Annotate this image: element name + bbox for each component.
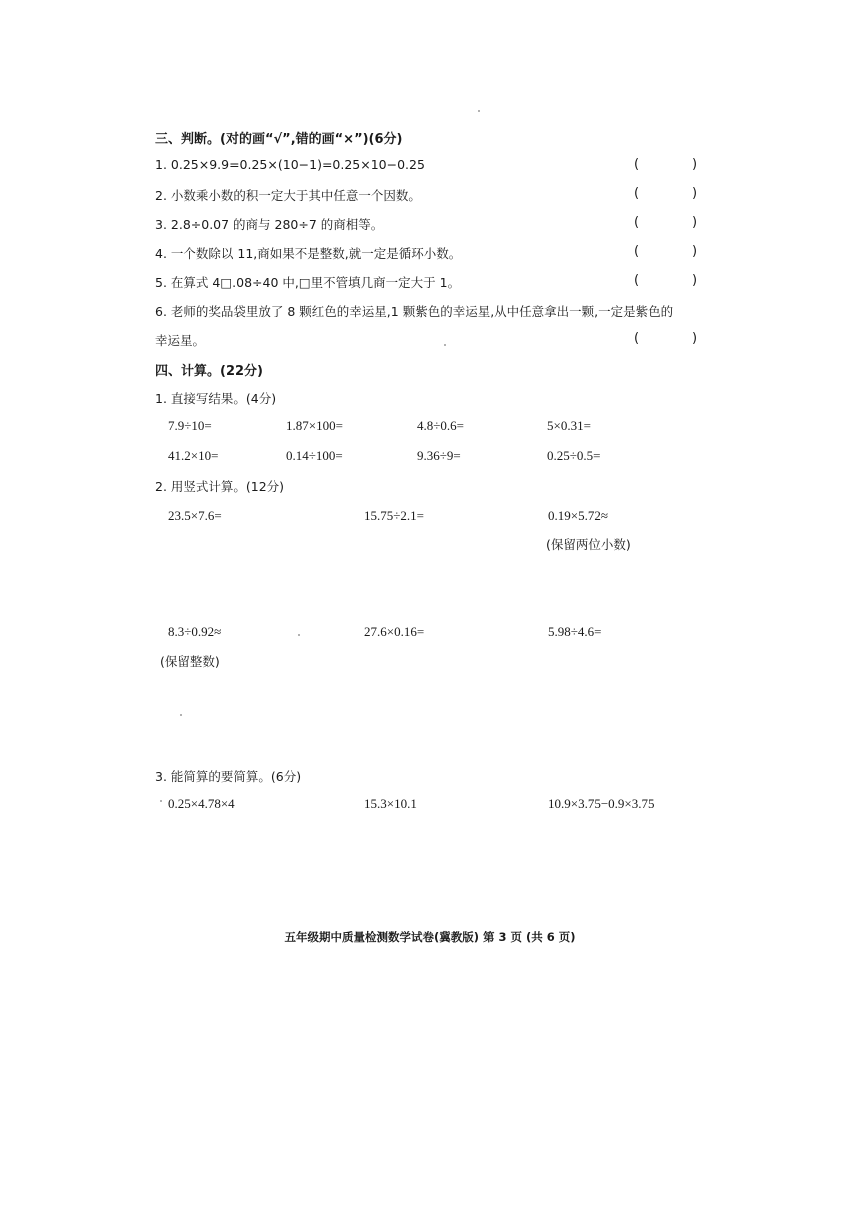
answer-paren-close-6: ) — [692, 331, 698, 346]
simplify-calc-3: 10.9×3.75−0.9×3.75 — [548, 796, 655, 811]
answer-paren-open-2: ( — [634, 186, 640, 201]
simplify-calc-2: 15.3×10.1 — [364, 796, 417, 811]
section4-heading: 四、计算。(22分) — [155, 364, 263, 379]
oral-calc-6: 0.14÷100= — [286, 448, 343, 463]
judge-item-2: 2. 小数乘小数的积一定大于其中任意一个因数。 — [155, 188, 421, 203]
answer-paren-close-5: ) — [692, 273, 698, 288]
part1-title: 1. 直接写结果。(4分) — [155, 391, 277, 406]
vertical-calc-6: 5.98÷4.6= — [548, 624, 602, 639]
scan-speck — [478, 110, 480, 112]
oral-calc-3: 4.8÷0.6= — [417, 418, 464, 433]
oral-calc-1: 7.9÷10= — [168, 418, 212, 433]
judge-item-6-continuation: 幸运星。 — [155, 333, 206, 348]
vertical-calc-4: 8.3÷0.92≈ — [168, 624, 222, 639]
scan-speck — [160, 800, 162, 802]
oral-calc-5: 41.2×10= — [168, 448, 219, 463]
answer-paren-close-2: ) — [692, 186, 698, 201]
oral-calc-4: 5×0.31= — [547, 418, 591, 433]
answer-paren-open-1: ( — [634, 157, 640, 172]
oral-calc-2: 1.87×100= — [286, 418, 343, 433]
scan-speck — [180, 714, 182, 716]
vertical-calc-1: 23.5×7.6= — [168, 508, 222, 523]
scan-speck — [444, 344, 446, 346]
vertical-calc-4-note: (保留整数) — [160, 654, 220, 669]
answer-paren-open-4: ( — [634, 244, 640, 259]
vertical-calc-3-note: (保留两位小数) — [546, 537, 631, 552]
page-footer: 五年级期中质量检测数学试卷(冀教版) 第 3 页 (共 6 页) — [284, 930, 576, 944]
answer-paren-close-1: ) — [692, 157, 698, 172]
answer-paren-close-3: ) — [692, 215, 698, 230]
judge-item-6: 6. 老师的奖品袋里放了 8 颗红色的幸运星,1 颗紫色的幸运星,从中任意拿出一颗,一定是紫色的 — [155, 304, 674, 319]
answer-paren-open-3: ( — [634, 215, 640, 230]
answer-paren-open-5: ( — [634, 273, 640, 288]
section3-heading: 三、判断。(对的画“√”,错的画“×”)(6分) — [155, 132, 403, 147]
vertical-calc-3: 0.19×5.72≈ — [548, 508, 608, 523]
answer-paren-close-4: ) — [692, 244, 698, 259]
scan-speck — [298, 634, 300, 636]
part3-title: 3. 能简算的要简算。(6分) — [155, 769, 302, 784]
oral-calc-7: 9.36÷9= — [417, 448, 461, 463]
part2-title: 2. 用竖式计算。(12分) — [155, 479, 285, 494]
oral-calc-8: 0.25÷0.5= — [547, 448, 601, 463]
vertical-calc-5: 27.6×0.16= — [364, 624, 425, 639]
answer-paren-open-6: ( — [634, 331, 640, 346]
simplify-calc-1: 0.25×4.78×4 — [168, 796, 235, 811]
vertical-calc-2: 15.75÷2.1= — [364, 508, 424, 523]
judge-item-3: 3. 2.8÷0.07 的商与 280÷7 的商相等。 — [155, 217, 384, 232]
judge-item-1: 1. 0.25×9.9=0.25×(10−1)=0.25×10−0.25 — [155, 157, 425, 172]
judge-item-5: 5. 在算式 4□.08÷40 中,□里不管填几商一定大于 1。 — [155, 275, 461, 290]
judge-item-4: 4. 一个数除以 11,商如果不是整数,就一定是循环小数。 — [155, 246, 462, 261]
